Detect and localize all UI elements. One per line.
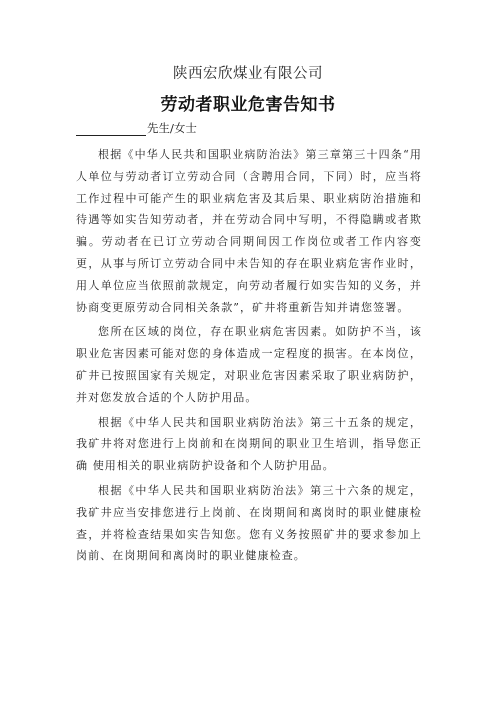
document-title: 劳动者职业危害告知书: [160, 95, 336, 115]
paragraph-3: 根据《中华人民共和国职业病防治法》第三十五条的规定，我矿井将对您进行上岗前和在岗期间的职业卫生培训，指导您正确 使用相关的职业病防护设备和个人防护用品。: [76, 415, 422, 473]
salutation: [76, 120, 197, 136]
company-name: 陕西宏欣煤业有限公司: [173, 66, 323, 82]
paragraph-2: 您所在区域的岗位，存在职业病危害因素。如防护不当，该职业危害因素可能对您的身体造成一定程度的损害。在本岗位，矿井已按照国家有关规定，对职业危害因素采取了职业病防护，并对您发放合适的个人防护用品。: [76, 325, 422, 404]
document-body: [76, 144, 422, 570]
name-blank-line: [76, 122, 146, 136]
salutation-text: 先生/女士: [147, 121, 197, 135]
paragraph-4: 根据《中华人民共和国职业病防治法》第三十六条的规定，我矿井应当安排您进行上岗前、在岗期间和离岗时的职业健康检查，并将检查结果如实告知您。您有义务按照矿井的要求参加上岗前、在岗期间和离岗时的职业健康检查。: [76, 483, 422, 563]
paragraph-1: 根据《中华人民共和国职业病防治法》第三章第三十四条“用人单位与劳动者订立劳动合同（含聘用合同，下同）时，应当将工作过程中可能产生的职业病危害及其后果、职业病防治措施和待遇等如实告知劳动者，并在劳动合同中写明，不得隐瞒或者欺骗。劳动者在已订立劳动合同期间因工作岗位或者工作内容变更，从事与所订立劳动合同中未告知的存在职业病危害作业时，用人单位应当依照前款规定，向劳动者履行如实告知的义务，并协商变更原劳动合同相关条款”，矿井将重新告知并请您签署。: [76, 148, 422, 314]
